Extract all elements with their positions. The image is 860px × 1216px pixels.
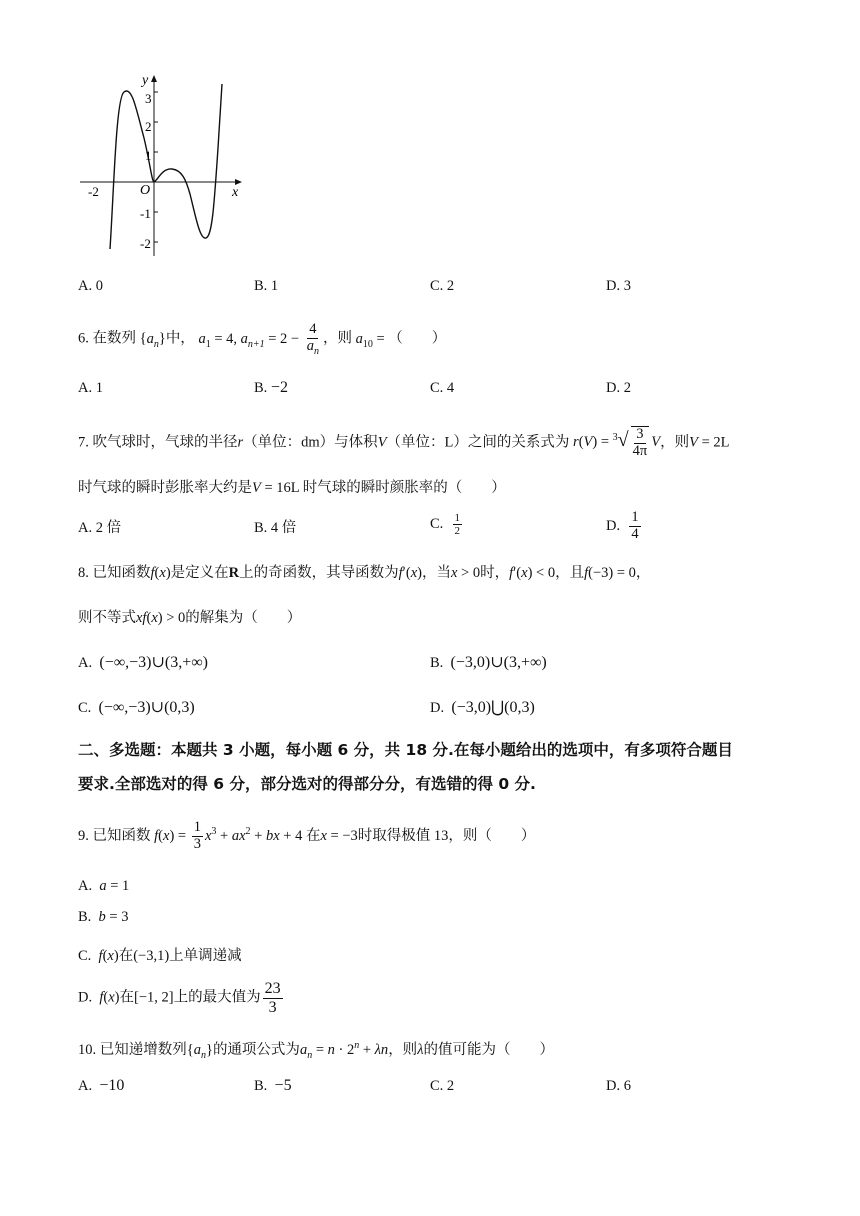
q8-option-d[interactable]: D. (−3,0)⋃(0,3) xyxy=(430,699,535,716)
q6-recurrence: $a_1 = 4$, $a_{n+1} = 2$ − $\frac{4}{a_n}$ xyxy=(198,321,319,357)
q5-option-b[interactable]: B. 1 xyxy=(254,278,279,294)
y-axis-label: y xyxy=(142,73,149,88)
q9-option-c[interactable]: C. f(x)在(−3,1)上单调递减 xyxy=(78,948,242,964)
q10-option-c[interactable]: C. 2 xyxy=(430,1078,455,1094)
section-2-heading-line1: 二、多选题：本题共 3 小题，每小题 6 分，共 18 分.在每小题给出的选项中，有多项符合题目 xyxy=(78,741,733,759)
q7-formula: r(V) = $^3$√ $\frac{3}{4\pi}$ V xyxy=(573,426,661,459)
q6-sequence: $\{a_n\}$ xyxy=(139,330,166,350)
y-tick-neg2: -2 xyxy=(140,236,151,251)
q7-line1: 7. 吹气球时，气球的半径r（单位：dm）与体积V（单位：L）之间的关系式为 r(V) = $^3$√ $\frac{3}{4\pi}$ V，则V = 2L xyxy=(78,426,730,459)
q8-option-b[interactable]: B. (−3,0)∪(3,+∞) xyxy=(430,654,547,671)
q6-target: $a_{10}$ = xyxy=(355,330,389,350)
origin-label: O xyxy=(140,183,151,198)
q7-option-d[interactable]: D. $\frac{1}{4}$ xyxy=(606,509,639,542)
q9-option-a[interactable]: A. a = 1 xyxy=(78,878,130,894)
y-axis-arrow-icon xyxy=(151,75,157,82)
q7-option-a[interactable]: A. 2 倍 xyxy=(78,520,122,536)
q5-option-a[interactable]: A. 0 xyxy=(78,278,103,294)
q6-text3: （ ） xyxy=(388,330,447,347)
q10-stem: 10. 已知递增数列$\{a_n\}$的通项公式为$a_n = n \cdot 2^n + \lambda n$，则λ的值可能为（ ） xyxy=(78,1040,554,1061)
q9-option-d[interactable]: D. f(x)在[−1, 2]上的最大值为 $\frac{23}{3}$ xyxy=(78,980,281,1016)
q6-text1: 中， xyxy=(165,330,195,347)
function-graph xyxy=(72,68,252,263)
q6-option-c[interactable]: C. 4 xyxy=(430,380,455,396)
q6-option-b-value: −2 xyxy=(270,379,288,396)
q6-option-d[interactable]: D. 2 xyxy=(606,380,631,396)
q6-prefix: 6. 在数列 xyxy=(78,330,136,347)
q8-option-a[interactable]: A. (−∞,−3)∪(3,+∞) xyxy=(78,654,208,671)
function-curve xyxy=(110,84,222,249)
q6-option-b[interactable]: B. −2 xyxy=(254,379,288,396)
q7-option-c[interactable]: C. $\frac{1}{2}$ xyxy=(430,512,461,538)
q9-function: f(x) = $\frac{1}{3}$ $x^3 + ax^2$ + bx + 4 xyxy=(154,819,303,852)
q6-stem xyxy=(78,322,446,357)
y-tick-2: 2 xyxy=(145,119,152,134)
q8-line2: 则不等式xf(x) > 0的解集为（ ） xyxy=(78,610,302,626)
x-axis-label: x xyxy=(232,185,239,200)
y-tick-1: 1 xyxy=(145,148,152,163)
y-tick-neg1: -1 xyxy=(140,206,151,221)
q9-option-b[interactable]: B. b = 3 xyxy=(78,909,129,925)
section-2-heading-line2: 要求.全部选对的得 6 分，部分选对的得部分分，有选错的得 0 分. xyxy=(78,775,536,793)
q7-line2: 时气球的瞬时彭胀率大约是V = 16L 时气球的瞬时颜胀率的（ ） xyxy=(78,480,506,496)
q6-text2: ，则 xyxy=(322,330,352,347)
q5-option-d[interactable]: D. 3 xyxy=(606,278,631,294)
q8-option-c[interactable]: C. (−∞,−3)∪(0,3) xyxy=(78,699,195,716)
q7-option-b[interactable]: B. 4 倍 xyxy=(254,520,297,536)
y-tick-3: 3 xyxy=(145,91,152,106)
q10-option-d[interactable]: D. 6 xyxy=(606,1078,631,1094)
q10-option-b[interactable]: B. −5 xyxy=(254,1077,292,1094)
q8-line1: 8. 已知函数f(x)是定义在R上的奇函数，其导函数为f′(x)，当x > 0时，f′(x) < 0，且f(−3) = 0， xyxy=(78,565,651,581)
q10-option-a[interactable]: A. −10 xyxy=(78,1077,125,1094)
x-tick-neg2: -2 xyxy=(88,184,99,199)
q5-option-c[interactable]: C. 2 xyxy=(430,278,455,294)
q9-stem: 9. 已知函数 f(x) = $\frac{1}{3}$ $x^3 + ax^2$ + bx + 4 在x = −3时取得极值 13，则（ ） xyxy=(78,819,536,852)
q6-option-a[interactable]: A. 1 xyxy=(78,380,103,396)
